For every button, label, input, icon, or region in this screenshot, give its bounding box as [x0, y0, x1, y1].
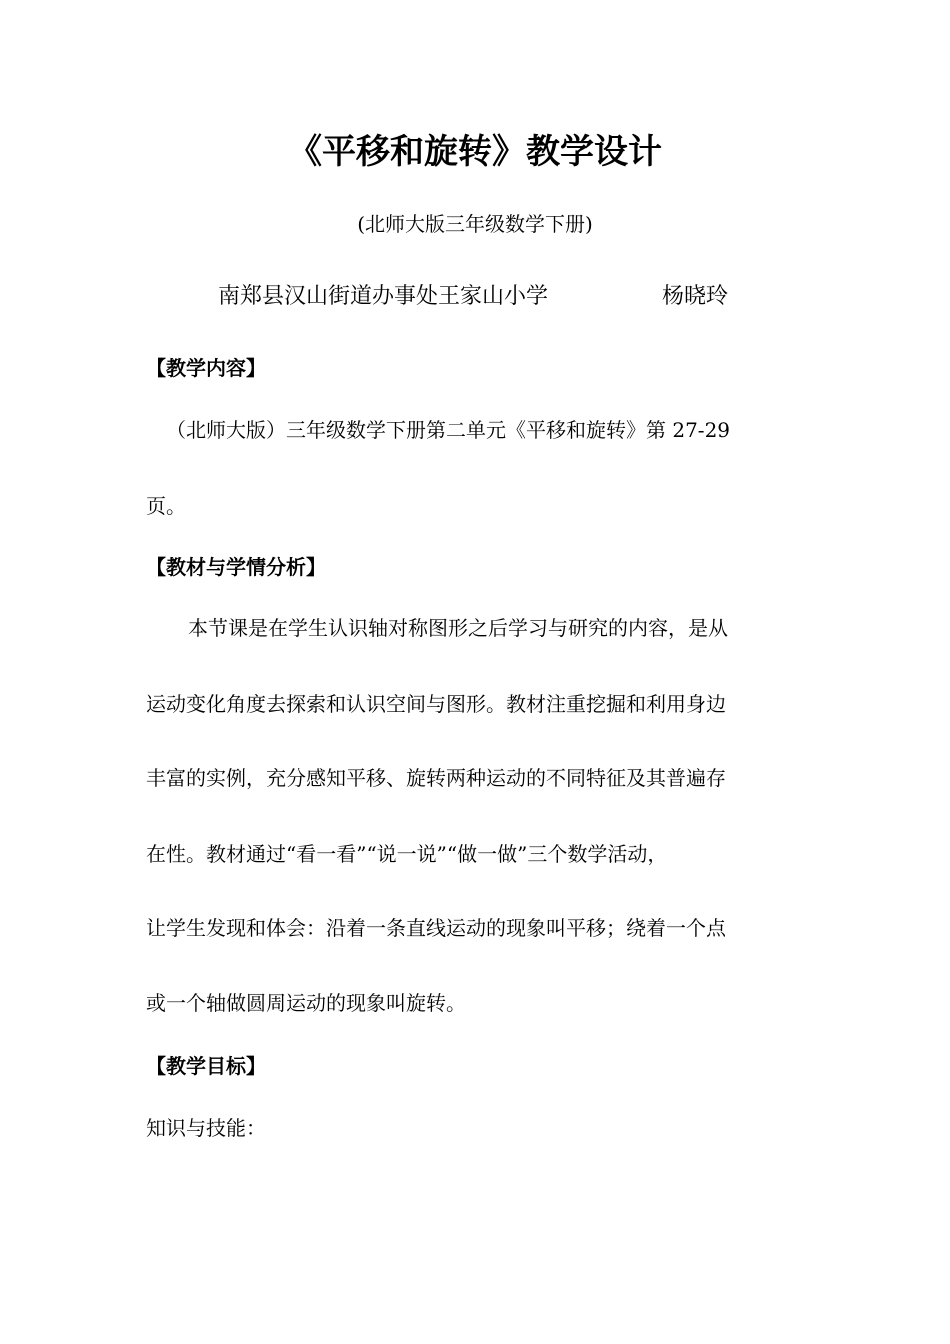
content-line: 页。 — [146, 494, 186, 518]
analysis-line: 让学生发现和体会：沿着一条直线运动的现象叫平移；绕着一个点 — [146, 916, 726, 940]
document-title: 《平移和旋转》教学设计 — [288, 132, 662, 172]
analysis-line: 在性。教材通过“看一看”“说一说”“做一做”三个数学活动， — [146, 842, 668, 866]
document-subtitle: (北师大版三年级数学下册) — [357, 212, 593, 236]
analysis-line: 本节课是在学生认识轴对称图形之后学习与研究的内容，是从 — [188, 616, 728, 640]
section-heading-objectives: 【教学目标】 — [146, 1054, 266, 1078]
section-heading-analysis: 【教材与学情分析】 — [146, 555, 326, 579]
author-name: 杨晓玲 — [662, 284, 729, 309]
content-line: （北师大版）三年级数学下册第二单元《平移和旋转》第 27-29 — [166, 418, 731, 442]
analysis-line: 丰富的实例，充分感知平移、旋转两种运动的不同特征及其普遍存 — [146, 766, 726, 790]
objectives-line: 知识与技能： — [146, 1116, 266, 1140]
section-heading-content: 【教学内容】 — [146, 356, 266, 380]
analysis-line: 或一个轴做圆周运动的现象叫旋转。 — [146, 991, 466, 1015]
school-name: 南郑县汉山街道办事处王家山小学 — [218, 284, 549, 309]
analysis-line: 运动变化角度去探索和认识空间与图形。教材注重挖掘和利用身边 — [146, 692, 726, 716]
